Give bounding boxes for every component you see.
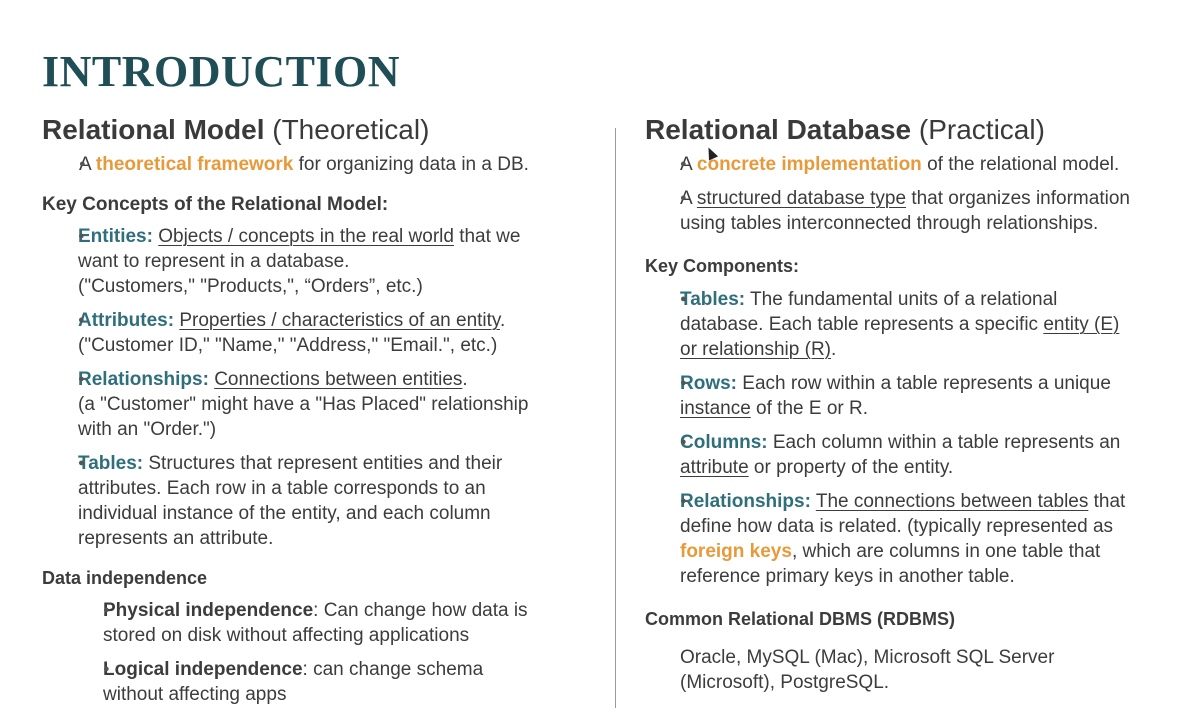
list-item: ● Columns: Each column within a table represents an attribute or property of the entity. (657, 430, 1185, 480)
list-item: ● A concrete implementation of the relational model. (657, 152, 1185, 177)
list-item: ● Tables: The fundamental units of a relational database. Each table represents a specific entity (E) or relationship (R). (657, 287, 1185, 362)
list-item: ● Entities: Objects / concepts in the real world that we want to represent in a database. ("Customers," "Products,", “Orders”, etc.) (54, 224, 602, 299)
relational-model-heading: Relational Model (Theoretical) (42, 114, 430, 145)
slide-title: INTRODUCTION (42, 47, 401, 96)
key-components-heading: Key Components: (645, 256, 800, 276)
list-item: ● Rows: Each row within a table represents a unique instance of the E or R. (657, 371, 1185, 421)
data-independence-heading: Data independence (42, 568, 208, 588)
list-item: ● Tables: Structures that represent entities and their attributes. Each row in a table corresponds to an individual instance of the entity, and each column represents an attribute. (54, 451, 602, 551)
list-item: ● Relationships: Connections between entities. (a "Customer" might have a "Has Placed" relationship with an "Order.") (54, 367, 602, 442)
list-item: ● A theoretical framework for organizing data in a DB. (54, 152, 602, 177)
relational-model-column (42, 112, 602, 707)
list-item: ● Attributes: Properties / characteristics of an entity. ("Customer ID," "Name," "Address," "Email.", etc.) (54, 308, 602, 358)
list-item: ● Logical independence: can change schema without affecting apps (57, 657, 602, 707)
rdbms-list: Oracle, MySQL (Mac), Microsoft SQL Server (Microsoft), PostgreSQL. (680, 647, 1055, 693)
relational-database-column (645, 112, 1185, 695)
rdbms-heading: Common Relational DBMS (RDBMS) (645, 609, 955, 629)
list-item: ● A structured database type that organizes information using tables interconnected through relationships. (657, 186, 1185, 236)
key-concepts-heading: Key Concepts of the Relational Model: (42, 194, 389, 215)
column-divider (615, 128, 616, 708)
relational-database-heading: Relational Database (Practical) (645, 114, 1045, 145)
list-item: ● Physical independence: Can change how data is stored on disk without affecting applications (57, 598, 602, 648)
list-item: ● Relationships: The connections between tables that define how data is related. (typically represented as foreign keys, which are columns in one table that reference primary keys in another table. (657, 489, 1185, 589)
